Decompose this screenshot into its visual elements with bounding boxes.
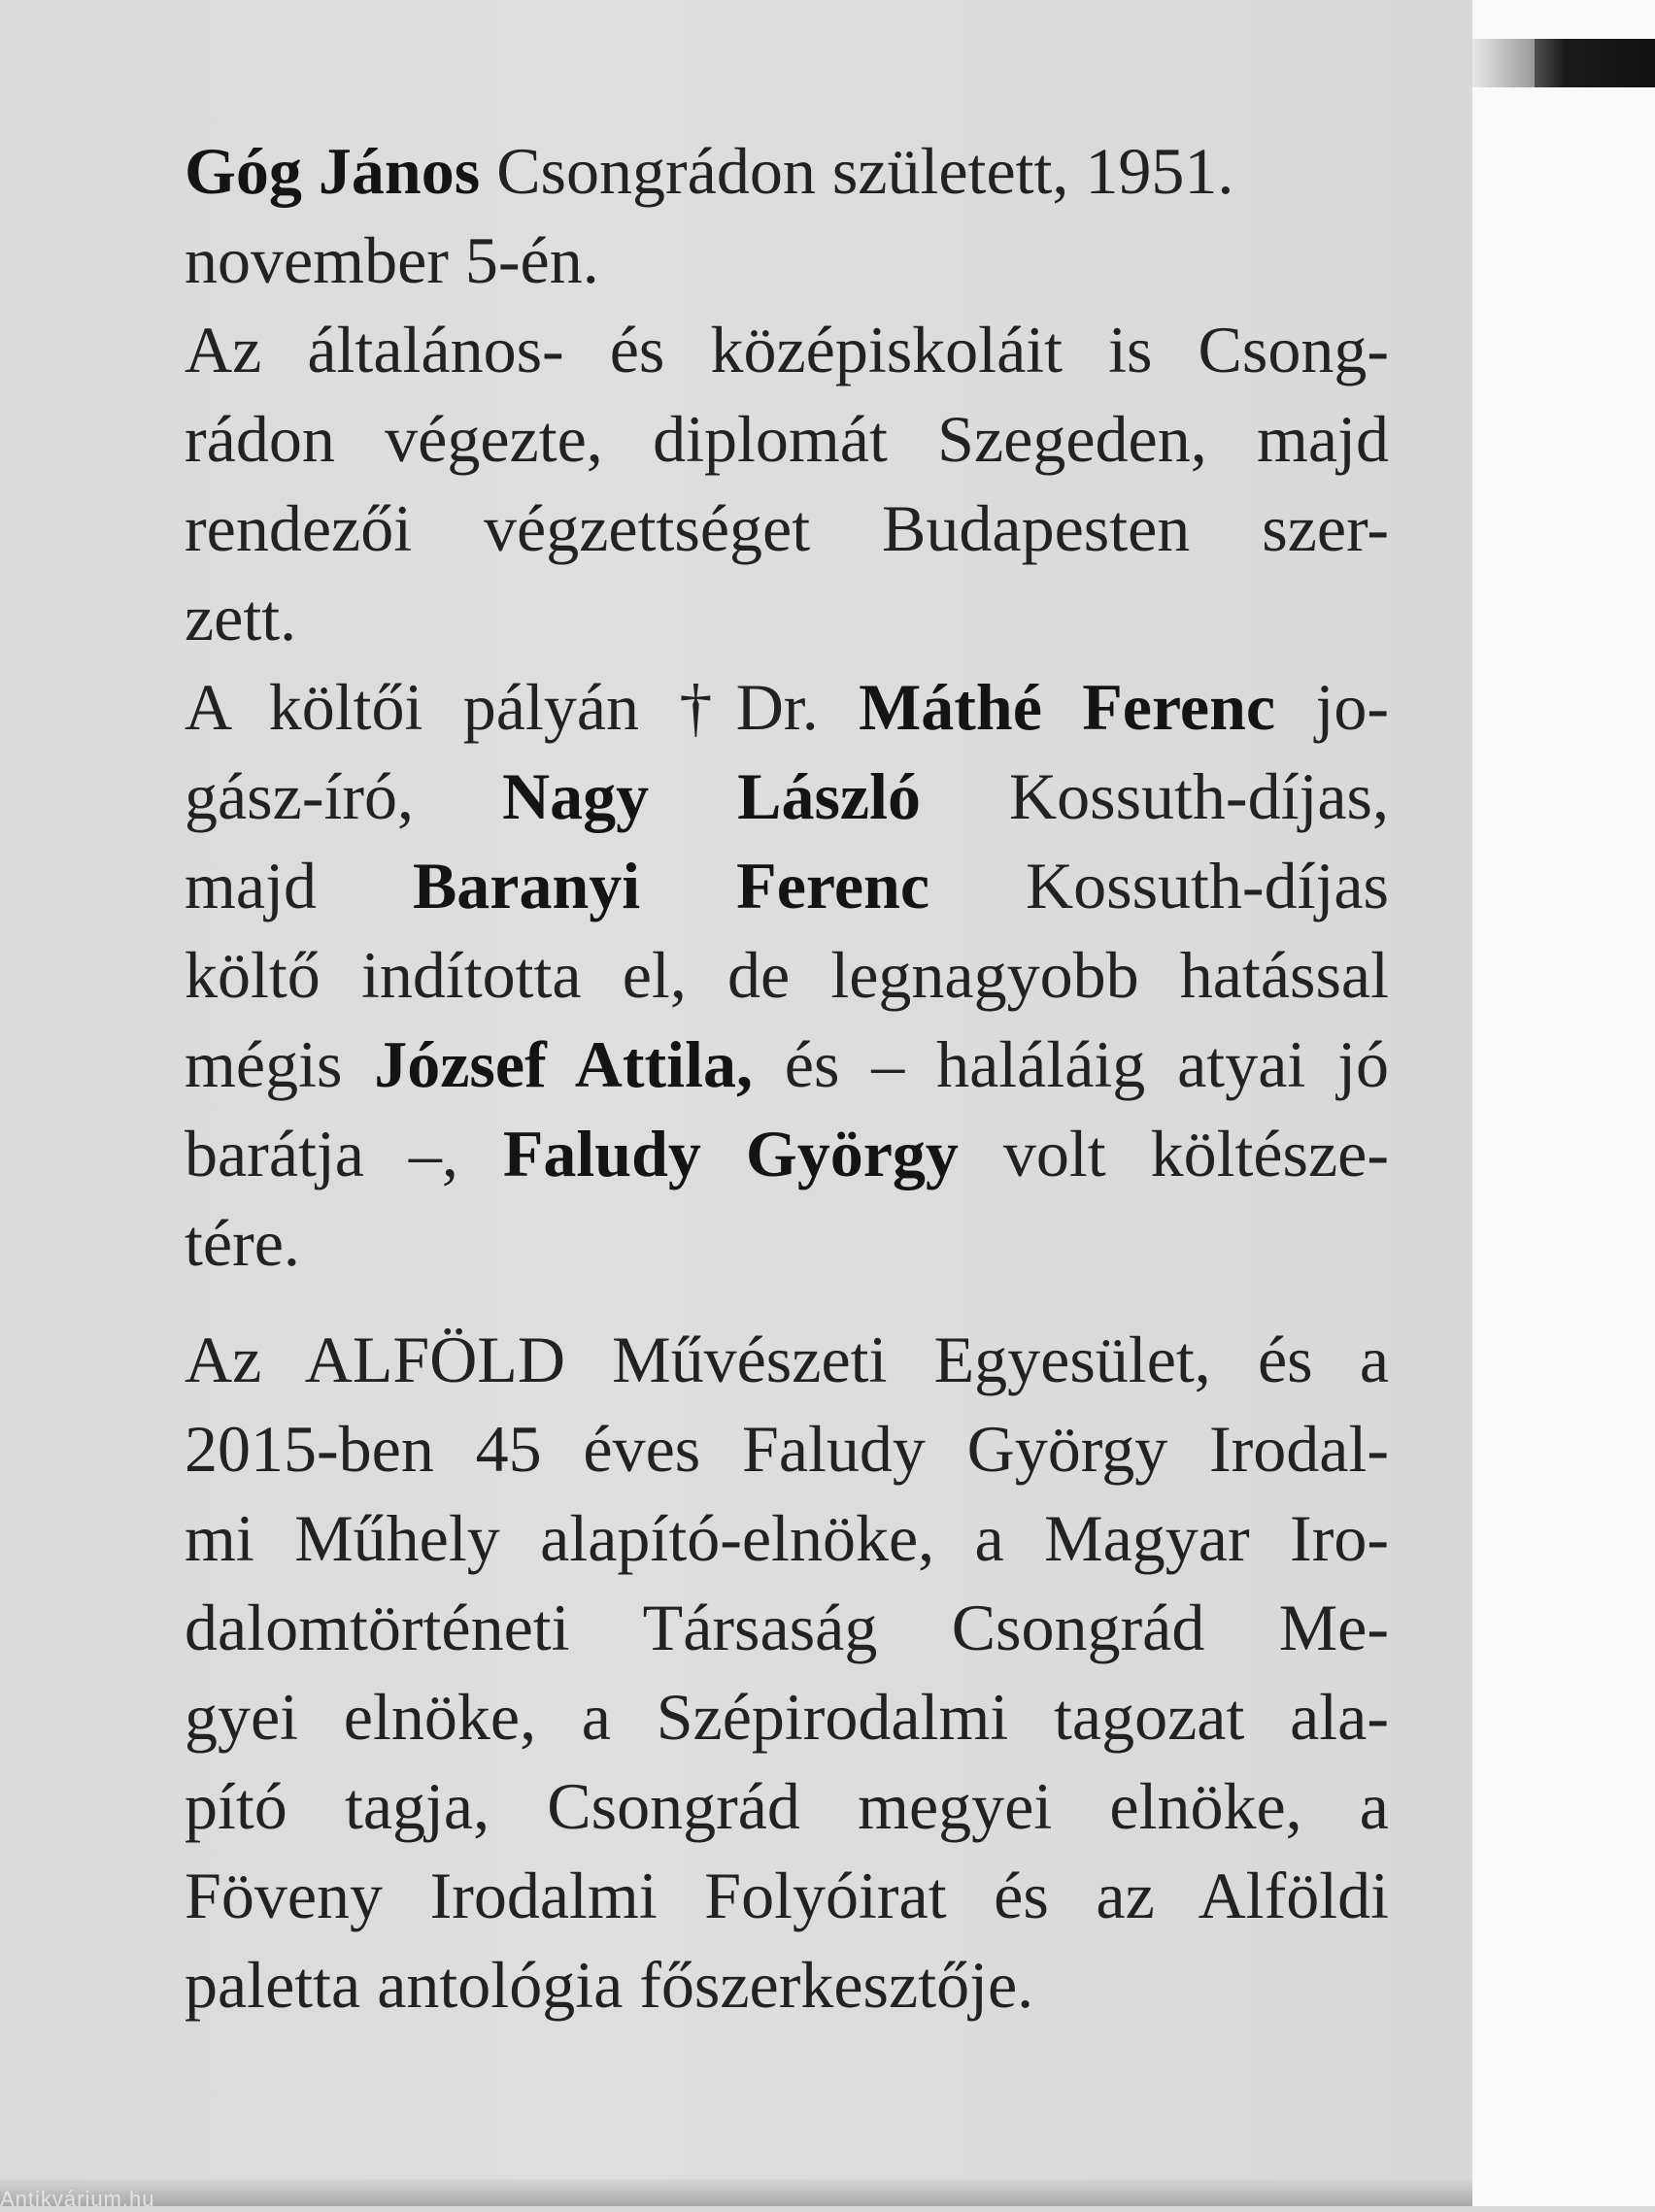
bio-line: tére. bbox=[185, 1206, 300, 1280]
bio-text: Kossuth-díjas, bbox=[921, 759, 1389, 833]
bio-line bbox=[185, 126, 1389, 216]
bio-line: dalomtörténeti Társaság Csongrád Me- bbox=[185, 1591, 1389, 1664]
bio-line: rendezői végzettséget Budapesten szer- bbox=[185, 491, 1389, 565]
person-name: Baranyi Ferenc bbox=[412, 849, 930, 922]
page-bottom-edge bbox=[0, 2179, 1472, 2206]
bio-line: pító tagja, Csongrád megyei elnöke, a bbox=[185, 1769, 1389, 1843]
bio-line bbox=[185, 841, 1389, 930]
bio-line: költő indította el, de legnagyobb hatással bbox=[185, 938, 1389, 1012]
bio-line: mi Műhely alapító-elnöke, a Magyar Iro- bbox=[185, 1501, 1389, 1575]
bio-text: gász-író, bbox=[185, 759, 503, 833]
biography-text-bottom bbox=[185, 1315, 1389, 2029]
corner-shadow bbox=[1472, 39, 1535, 87]
bio-line: Föveny Irodalmi Folyóirat és az Alföldi bbox=[185, 1859, 1389, 1932]
bio-line: zett. bbox=[185, 581, 297, 654]
person-name: Máthé Ferenc bbox=[859, 670, 1276, 744]
biography-text-top bbox=[185, 126, 1389, 1288]
bio-text: mégis bbox=[185, 1027, 375, 1101]
person-name: Faludy György bbox=[502, 1117, 959, 1190]
bio-line bbox=[185, 1020, 1389, 1109]
page-margin-right bbox=[1472, 0, 1655, 2206]
bio-text: és – haláláig atyai jó bbox=[752, 1027, 1389, 1101]
watermark: Antikvárium.hu bbox=[0, 2187, 155, 2211]
bio-line: gyei elnöke, a Szépirodalmi tagozat ala- bbox=[185, 1680, 1389, 1754]
bio-text: barátja –, bbox=[185, 1117, 503, 1190]
corner-dark-bar bbox=[1535, 39, 1655, 87]
bio-text: Kossuth-díjas bbox=[929, 849, 1389, 922]
bio-line: Az ALFÖLD Művészeti Egyesület, és a bbox=[185, 1323, 1389, 1396]
bio-line bbox=[185, 752, 1389, 841]
bio-text: A költői pályán †Dr. bbox=[185, 670, 860, 744]
person-name: József Attila, bbox=[374, 1027, 753, 1101]
bio-line bbox=[185, 1109, 1389, 1198]
bio-text: Csongrádon született, 1951. bbox=[480, 134, 1234, 208]
bio-text: jo- bbox=[1275, 670, 1389, 744]
bio-line: 2015-ben 45 éves Faludy György Irodal- bbox=[185, 1412, 1389, 1486]
bio-line bbox=[185, 662, 1389, 752]
bio-text: volt költésze- bbox=[958, 1117, 1389, 1190]
bio-line: Az általános- és középiskoláit is Csong- bbox=[185, 313, 1389, 386]
bio-line: rádon végezte, diplomát Szegeden, majd bbox=[185, 402, 1389, 476]
bio-line: november 5-én. bbox=[185, 223, 599, 297]
bio-text: majd bbox=[185, 849, 413, 922]
person-name: Nagy László bbox=[502, 759, 922, 833]
bio-line: paletta antológia főszerkesztője. bbox=[185, 1948, 1034, 2022]
author-name: Góg János bbox=[185, 134, 481, 208]
